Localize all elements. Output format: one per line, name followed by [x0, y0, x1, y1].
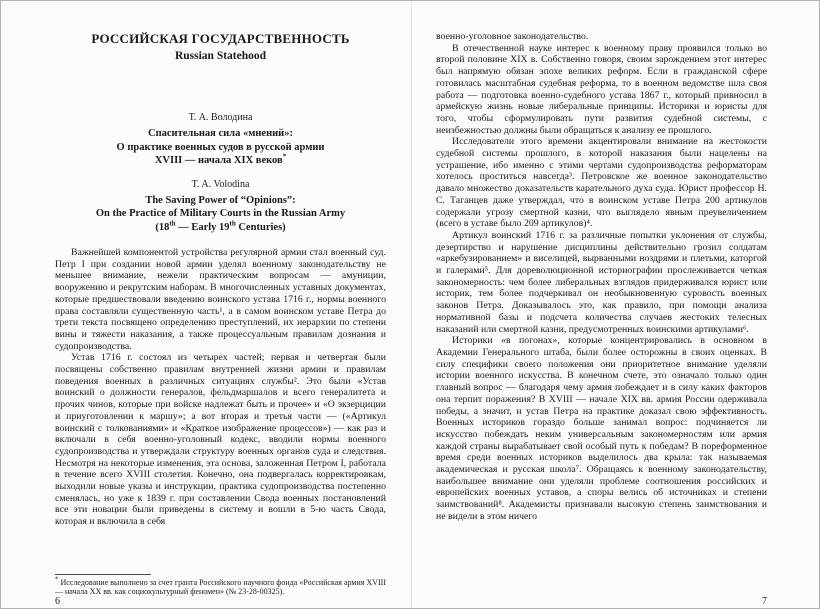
paragraph: Артикул воинский 1716 г. за различные попытки уклонения от службы, дезертирство и нарушение дисциплины действительно грозил солдатам «аркебузированием» и виселицей, вырванными ноздрями и плетьми, каторгой и галерами⁵. Для дореволюционной историографии прослеживается четкая закономерность: чем более либеральных взглядов придерживался юрист или историк, тем более подчеркивал он необыкновенную суровость военных законов Петра. Доказывалось это, как правило, при помощи анализа нормативной базы и подсчета количества случаев жестоких телесных наказаний или смертной казни, предусмотренных воинскими артикулами⁶. [436, 229, 767, 335]
ordinal-suffix: th [229, 219, 236, 227]
title-line: О практике военных судов в русской армии [116, 141, 325, 153]
title-footnote-marker: * [282, 152, 287, 161]
spacer [55, 234, 386, 247]
footnote-text [55, 575, 387, 597]
footnote-body: Исследование выполнено за счет гранта Российского научного фонда «Российская армия XVIII — начала XX вв. как социокультурный феномен» (№ 23-28-00325). [55, 577, 387, 597]
title-line: On the Practice of Military Courts in the Russian Army [95, 208, 346, 219]
article-title-ru [55, 127, 386, 168]
article-body-right [436, 31, 767, 523]
left-page [1, 1, 410, 609]
footnote-marker: * [55, 575, 59, 584]
paragraph: В отечественной науке интерес к военному праву проявился только во второй половине XIX в. Собственно говоря, своим зарождением этот интерес был напрямую обязан эпохе великих реформ. Если в гражданской сфере готовилась масштабная судебная реформа, то в военном ведомстве шла своя работа — подготовка военно-судебного устава 1867 г., который привносил в армейскую жизнь новые либеральные принципы. Историки и юристы для того, чтобы сформулировать пути развития судебной системы, с неизбежностью должны были обращаться к анализу ее прошлого. [436, 42, 767, 136]
author-name-en: T. A. Volodina [191, 178, 250, 190]
title-line: — Early 19 [175, 221, 230, 233]
title-line: Спасительная сила «мнений»: [148, 128, 293, 139]
article-title-en [55, 194, 386, 235]
author-name-ru: Т. А. Володина [188, 112, 253, 123]
title-line: Centuries) [235, 221, 286, 233]
footnote [55, 574, 386, 597]
title-line: (18 [155, 221, 170, 233]
footnote-rule [55, 574, 151, 575]
title-line: XVIII — начала XIX веков [154, 155, 283, 166]
paragraph: Исследователи этого времени акцентировали внимание на жестокости судебной системы прошлого, в которой наказания были нацелены на устрашение, ибо именно с этими чертами судопроизводства реформаторам хотелось проститься навсегда³. Петровское же военное законодательство давало множество доказательств карательного духа суда. Юрист профессор Н. С. Таганцев даже утверждал, что в воинском уставе Петра 200 артикулов содержали угрозу смертной казни, что выглядело явным преувеличением (всего в уставе было 209 артикулов)⁴. [436, 136, 767, 230]
collection-title-ru: РОССИЙСКАЯ ГОСУДАРСТВЕННОСТЬ [91, 31, 350, 46]
page-number-left: 6 [55, 596, 60, 607]
paragraph: Историки «в погонах», которые концентрировались в основном в Академии Генерального штаба, были более осторожны в своих оценках. В силу специфики своего положения они приоритетное внимание уделяли истории военного искусства. В конечном счете, это означало только один главный вопрос — благодаря чему армия побеждает и в силу каких факторов она терпит поражения? В XVIII — начале XIX вв. армия России одерживала победы, а значит, и устав Петра на практике доказал свою эффективность. Военных историков гораздо больше занимал вопрос: подчиняется ли искусство побеждать неким универсальным закономерностям или армия каждой страны вырабатывает свой особый путь к победам? В пореформенное время среди военных историков выделилось два крыла: так называемая академическая и русская школа⁷. Обращаясь к военному законодательству, наибольшее внимание они уделяли проблеме соотношения российских и европейских военных уставов, а споры велись об источниках и степени заимствований⁸. Академисты признавали высокую степень заимствования и не видели в этом ничего [436, 335, 767, 522]
title-line: The Saving Power of “Opinions”: [145, 194, 296, 206]
article-body-left [55, 247, 386, 528]
paragraph: Важнейшей компонентой устройства регулярной армии стал военный суд. Петр I при создании новой армии уделял военному законодательству не меньшее внимание, нежели практическим вопросам — амуниции, вооружению и рекрутским наборам. В многочисленных уставных документах, которые предшествовали введению воинского устава 1716 г., нормы военного права составляли существенную часть¹, а в самом воинском уставе Петра до трети текста посвящено определению преступлений, их иерархии по степени вины и тяжести наказания, а также процессуальным правилам дознания и судопроизводства. [55, 247, 386, 352]
page-number-right: 7 [762, 596, 767, 607]
spacer [55, 62, 386, 112]
paragraph: Устав 1716 г. состоял из четырех частей; первая и четвертая были посвящены собственно правилам внутренней жизни армии и правилам поведения военных в различных ситуациях службы². Это были «Устав воинский о должности генералов, фельдмаршалов и всего генералитета и прочих чинов, которые при войске надлежат быть и прочее» и «О экзерциции и приуготовлении к маршу»; а вот вторая и третья части — («Артикул воинский с толкованиями» и «Краткое изображение процессов») — как раз и включали в себя военно-уголовный кодекс, вводили нормы военного судопроизводства и утверждали структуру военных органов суда и следствия. Несмотря на некоторые изменения, эта основа, заложенная Петром I, работала в течение всего XVIII столетия. Конечно, она подвергалась корректировкам, выходили новые указы и инструкции, практика судопроизводства постепенно сменялась, но уже к 1839 г. при составлении Свода военных постановлений все эти новации были приведены в систему и вошли в 5-ю часть Свода, которая и включила в себя [55, 352, 386, 528]
collection-title-en: Russian Statehood [174, 50, 267, 62]
ordinal-suffix: th [169, 219, 176, 227]
page-spine-divider [411, 1, 412, 608]
right-page [410, 1, 819, 609]
paragraph-continuation: военно-уголовное законодательство. [436, 31, 589, 42]
spacer [55, 168, 386, 179]
